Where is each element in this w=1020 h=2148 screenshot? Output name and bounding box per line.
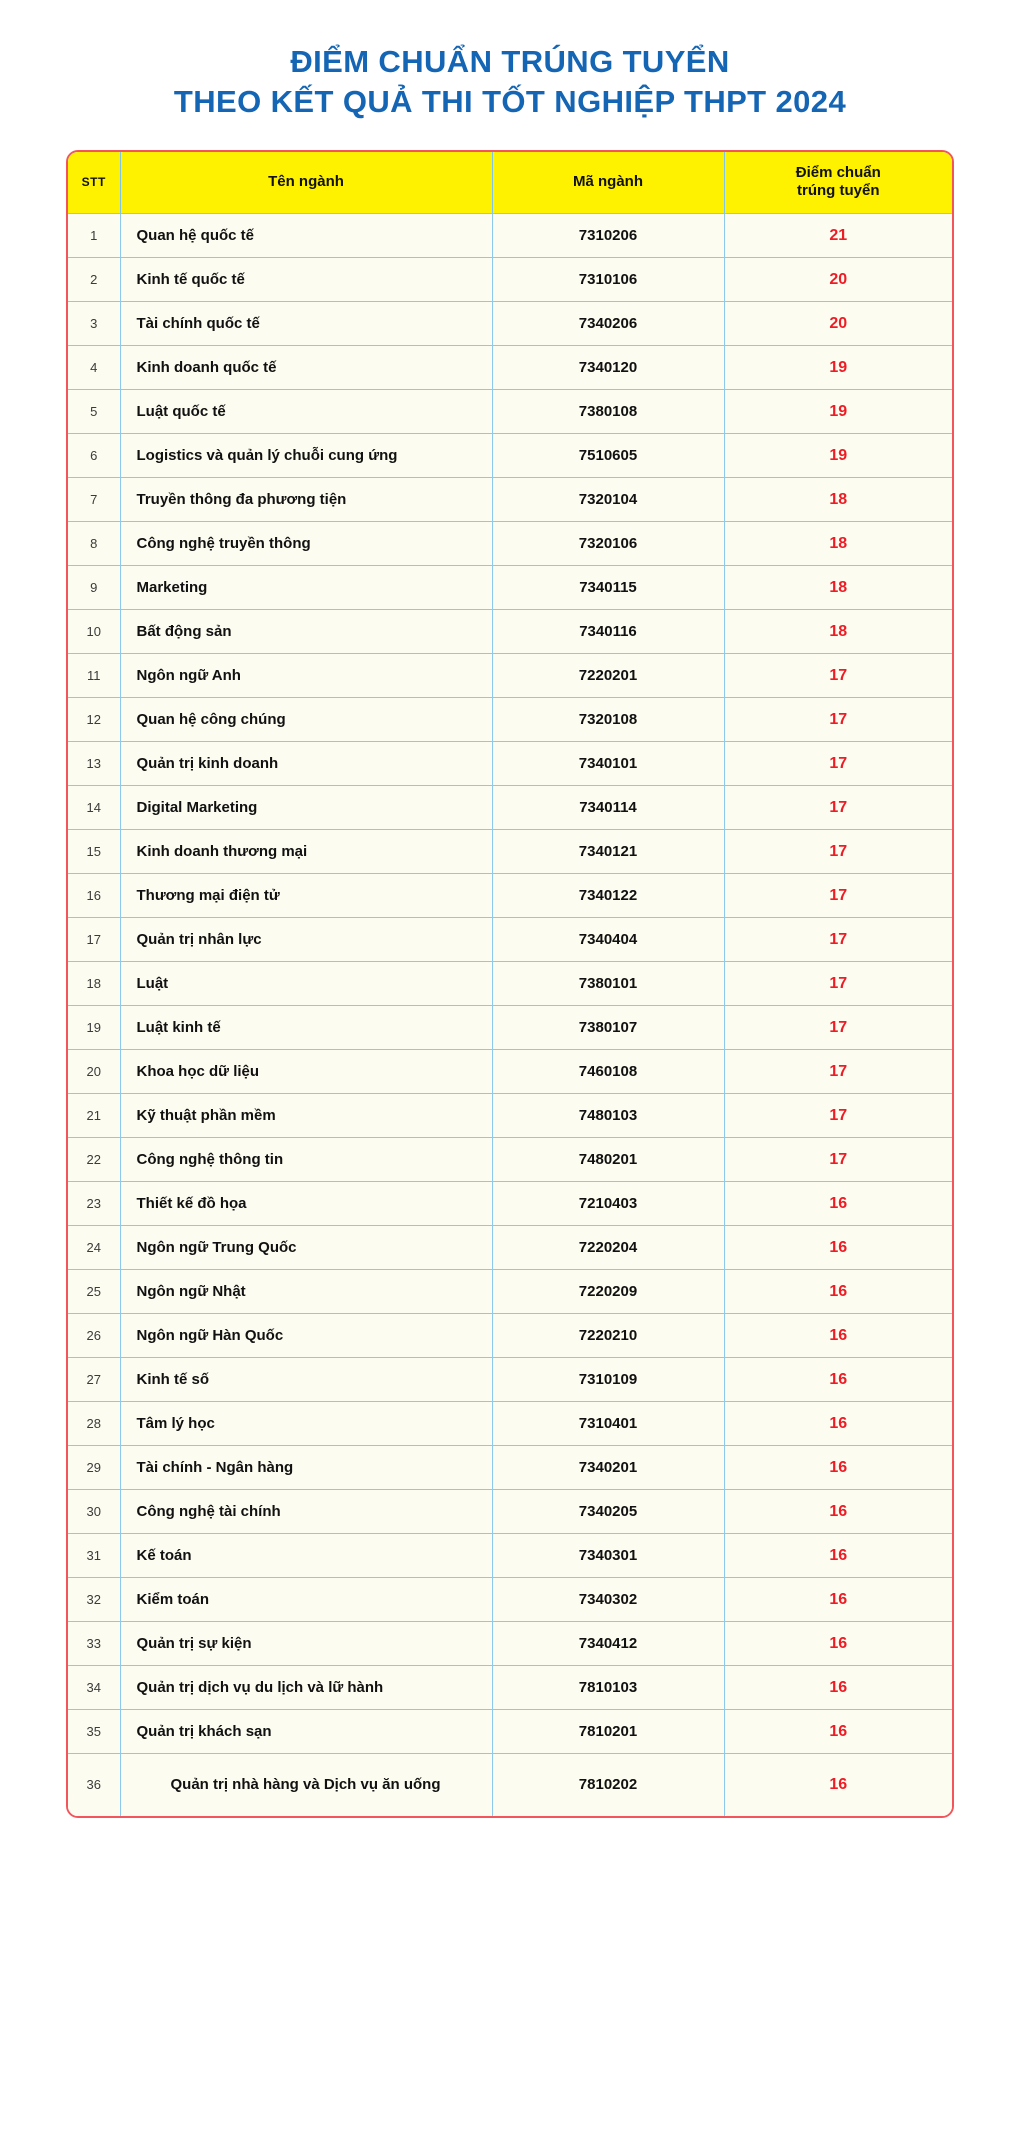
cutoff-score-cell: 16 (724, 1534, 952, 1578)
major-code-cell: 7340412 (492, 1622, 724, 1666)
row-index-cell: 14 (68, 786, 120, 830)
row-index-cell: 34 (68, 1666, 120, 1710)
major-code-cell: 7510605 (492, 434, 724, 478)
major-code-cell: 7380107 (492, 1006, 724, 1050)
table-row (68, 918, 952, 962)
row-index-cell: 12 (68, 698, 120, 742)
major-name-cell: Quan hệ quốc tế (120, 214, 492, 258)
cutoff-score-cell: 17 (724, 918, 952, 962)
major-name-cell: Kiểm toán (120, 1578, 492, 1622)
major-name-cell: Bất động sản (120, 610, 492, 654)
cutoff-score-cell: 17 (724, 654, 952, 698)
table-row (68, 742, 952, 786)
row-index-cell: 9 (68, 566, 120, 610)
major-name-cell: Truyền thông đa phương tiện (120, 478, 492, 522)
major-code-cell: 7310206 (492, 214, 724, 258)
cutoff-score-cell: 16 (724, 1710, 952, 1754)
major-code-cell: 7340116 (492, 610, 724, 654)
major-code-cell: 7480201 (492, 1138, 724, 1182)
row-index-cell: 7 (68, 478, 120, 522)
row-index-cell: 15 (68, 830, 120, 874)
major-code-cell: 7220209 (492, 1270, 724, 1314)
major-name-cell: Kế toán (120, 1534, 492, 1578)
major-name-cell: Tài chính quốc tế (120, 302, 492, 346)
table-row (68, 1402, 952, 1446)
table-row (68, 1006, 952, 1050)
table-row (68, 1358, 952, 1402)
row-index-cell: 21 (68, 1094, 120, 1138)
major-name-cell: Ngôn ngữ Hàn Quốc (120, 1314, 492, 1358)
table-row (68, 1754, 952, 1816)
major-code-cell: 7320106 (492, 522, 724, 566)
major-code-cell: 7340301 (492, 1534, 724, 1578)
major-code-cell: 7310109 (492, 1358, 724, 1402)
admission-scores-table-container (66, 150, 954, 1818)
row-index-cell: 18 (68, 962, 120, 1006)
column-header-score-line-2: trúng tuyển (797, 182, 880, 200)
table-row (68, 1710, 952, 1754)
row-index-cell: 19 (68, 1006, 120, 1050)
table-row (68, 522, 952, 566)
page-title-line-1: ĐIỂM CHUẨN TRÚNG TUYỂN (290, 44, 730, 79)
table-body (68, 214, 952, 1816)
major-name-cell: Thương mại điện tử (120, 874, 492, 918)
column-header-stt: STT (68, 152, 120, 214)
cutoff-score-cell: 17 (724, 830, 952, 874)
cutoff-score-cell: 17 (724, 1050, 952, 1094)
table-row (68, 830, 952, 874)
row-index-cell: 32 (68, 1578, 120, 1622)
column-header-name: Tên ngành (120, 152, 492, 214)
table-row (68, 1226, 952, 1270)
cutoff-score-cell: 20 (724, 258, 952, 302)
major-name-cell: Logistics và quản lý chuỗi cung ứng (120, 434, 492, 478)
table-row (68, 1050, 952, 1094)
row-index-cell: 29 (68, 1446, 120, 1490)
major-name-cell: Công nghệ thông tin (120, 1138, 492, 1182)
cutoff-score-cell: 17 (724, 698, 952, 742)
cutoff-score-cell: 21 (724, 214, 952, 258)
table-row (68, 478, 952, 522)
major-code-cell: 7310401 (492, 1402, 724, 1446)
cutoff-score-cell: 16 (724, 1314, 952, 1358)
table-row (68, 1094, 952, 1138)
table-row (68, 654, 952, 698)
table-row (68, 1578, 952, 1622)
table-row (68, 698, 952, 742)
major-code-cell: 7210403 (492, 1182, 724, 1226)
major-name-cell: Ngôn ngữ Nhật (120, 1270, 492, 1314)
major-name-cell: Quản trị dịch vụ du lịch và lữ hành (120, 1666, 492, 1710)
row-index-cell: 13 (68, 742, 120, 786)
row-index-cell: 11 (68, 654, 120, 698)
cutoff-score-cell: 16 (724, 1578, 952, 1622)
cutoff-score-cell: 18 (724, 566, 952, 610)
major-code-cell: 7310106 (492, 258, 724, 302)
major-code-cell: 7340122 (492, 874, 724, 918)
major-code-cell: 7220201 (492, 654, 724, 698)
major-code-cell: 7810202 (492, 1754, 724, 1816)
cutoff-score-cell: 19 (724, 390, 952, 434)
cutoff-score-cell: 16 (724, 1490, 952, 1534)
table-row (68, 434, 952, 478)
table-row (68, 346, 952, 390)
major-name-cell: Luật (120, 962, 492, 1006)
major-name-cell: Quản trị kinh doanh (120, 742, 492, 786)
major-code-cell: 7320108 (492, 698, 724, 742)
major-name-cell: Quan hệ công chúng (120, 698, 492, 742)
major-name-cell: Marketing (120, 566, 492, 610)
row-index-cell: 8 (68, 522, 120, 566)
major-name-cell: Tâm lý học (120, 1402, 492, 1446)
row-index-cell: 23 (68, 1182, 120, 1226)
cutoff-score-cell: 16 (724, 1226, 952, 1270)
major-name-cell: Khoa học dữ liệu (120, 1050, 492, 1094)
major-name-cell: Kinh tế số (120, 1358, 492, 1402)
major-code-cell: 7340114 (492, 786, 724, 830)
row-index-cell: 16 (68, 874, 120, 918)
row-index-cell: 4 (68, 346, 120, 390)
row-index-cell: 35 (68, 1710, 120, 1754)
major-code-cell: 7380101 (492, 962, 724, 1006)
major-code-cell: 7340205 (492, 1490, 724, 1534)
major-code-cell: 7810201 (492, 1710, 724, 1754)
cutoff-score-cell: 16 (724, 1358, 952, 1402)
cutoff-score-cell: 17 (724, 786, 952, 830)
cutoff-score-cell: 18 (724, 610, 952, 654)
major-code-cell: 7320104 (492, 478, 724, 522)
row-index-cell: 28 (68, 1402, 120, 1446)
table-row (68, 1534, 952, 1578)
table-row (68, 1446, 952, 1490)
table-row (68, 1138, 952, 1182)
table-row (68, 1622, 952, 1666)
major-name-cell: Thiết kế đồ họa (120, 1182, 492, 1226)
admission-scores-table (68, 152, 952, 1816)
major-name-cell: Ngôn ngữ Trung Quốc (120, 1226, 492, 1270)
major-name-cell: Kinh doanh thương mại (120, 830, 492, 874)
cutoff-score-cell: 16 (724, 1666, 952, 1710)
major-name-cell: Ngôn ngữ Anh (120, 654, 492, 698)
major-code-cell: 7380108 (492, 390, 724, 434)
cutoff-score-cell: 17 (724, 742, 952, 786)
row-index-cell: 20 (68, 1050, 120, 1094)
major-name-cell: Kinh doanh quốc tế (120, 346, 492, 390)
cutoff-score-cell: 17 (724, 1138, 952, 1182)
table-row (68, 390, 952, 434)
cutoff-score-cell: 16 (724, 1402, 952, 1446)
row-index-cell: 24 (68, 1226, 120, 1270)
column-header-score (724, 152, 952, 214)
row-index-cell: 3 (68, 302, 120, 346)
major-name-cell: Quản trị khách sạn (120, 1710, 492, 1754)
column-header-score-line-1: Điểm chuẩn (795, 164, 881, 182)
major-name-cell: Kinh tế quốc tế (120, 258, 492, 302)
major-code-cell: 7810103 (492, 1666, 724, 1710)
table-row (68, 786, 952, 830)
cutoff-score-cell: 18 (724, 522, 952, 566)
cutoff-score-cell: 16 (724, 1446, 952, 1490)
row-index-cell: 5 (68, 390, 120, 434)
cutoff-score-cell: 17 (724, 874, 952, 918)
major-name-cell: Kỹ thuật phần mềm (120, 1094, 492, 1138)
cutoff-score-cell: 16 (724, 1270, 952, 1314)
page-title (0, 0, 1020, 123)
table-row (68, 1490, 952, 1534)
cutoff-score-cell: 18 (724, 478, 952, 522)
cutoff-score-cell: 17 (724, 1006, 952, 1050)
cutoff-score-cell: 17 (724, 962, 952, 1006)
row-index-cell: 27 (68, 1358, 120, 1402)
major-name-cell: Luật kinh tế (120, 1006, 492, 1050)
major-code-cell: 7340404 (492, 918, 724, 962)
major-code-cell: 7340101 (492, 742, 724, 786)
table-row (68, 1666, 952, 1710)
row-index-cell: 22 (68, 1138, 120, 1182)
major-name-cell: Quản trị nhà hàng và Dịch vụ ăn uống (120, 1754, 492, 1816)
row-index-cell: 33 (68, 1622, 120, 1666)
cutoff-score-cell: 16 (724, 1754, 952, 1816)
row-index-cell: 36 (68, 1754, 120, 1816)
major-name-cell: Quản trị sự kiện (120, 1622, 492, 1666)
cutoff-score-cell: 16 (724, 1182, 952, 1226)
row-index-cell: 1 (68, 214, 120, 258)
table-row (68, 962, 952, 1006)
major-code-cell: 7340120 (492, 346, 724, 390)
cutoff-score-cell: 20 (724, 302, 952, 346)
row-index-cell: 30 (68, 1490, 120, 1534)
major-code-cell: 7480103 (492, 1094, 724, 1138)
row-index-cell: 26 (68, 1314, 120, 1358)
major-code-cell: 7340201 (492, 1446, 724, 1490)
table-row (68, 302, 952, 346)
table-row (68, 1182, 952, 1226)
major-name-cell: Tài chính - Ngân hàng (120, 1446, 492, 1490)
table-header-row (68, 152, 952, 214)
major-code-cell: 7340206 (492, 302, 724, 346)
row-index-cell: 2 (68, 258, 120, 302)
major-code-cell: 7460108 (492, 1050, 724, 1094)
major-name-cell: Công nghệ tài chính (120, 1490, 492, 1534)
table-row (68, 610, 952, 654)
major-name-cell: Digital Marketing (120, 786, 492, 830)
table-row (68, 214, 952, 258)
cutoff-score-cell: 16 (724, 1622, 952, 1666)
row-index-cell: 31 (68, 1534, 120, 1578)
cutoff-score-cell: 17 (724, 1094, 952, 1138)
table-row (68, 566, 952, 610)
major-code-cell: 7220204 (492, 1226, 724, 1270)
table-row (68, 874, 952, 918)
major-name-cell: Công nghệ truyền thông (120, 522, 492, 566)
major-code-cell: 7340121 (492, 830, 724, 874)
row-index-cell: 10 (68, 610, 120, 654)
major-code-cell: 7340302 (492, 1578, 724, 1622)
table-row (68, 1314, 952, 1358)
table-row (68, 1270, 952, 1314)
row-index-cell: 6 (68, 434, 120, 478)
column-header-code: Mã ngành (492, 152, 724, 214)
row-index-cell: 17 (68, 918, 120, 962)
major-name-cell: Luật quốc tế (120, 390, 492, 434)
major-name-cell: Quản trị nhân lực (120, 918, 492, 962)
table-header (68, 152, 952, 214)
table-row (68, 258, 952, 302)
cutoff-score-cell: 19 (724, 346, 952, 390)
cutoff-score-cell: 19 (724, 434, 952, 478)
page-title-line-2: THEO KẾT QUẢ THI TỐT NGHIỆP THPT 2024 (173, 84, 847, 120)
major-code-cell: 7340115 (492, 566, 724, 610)
major-code-cell: 7220210 (492, 1314, 724, 1358)
row-index-cell: 25 (68, 1270, 120, 1314)
